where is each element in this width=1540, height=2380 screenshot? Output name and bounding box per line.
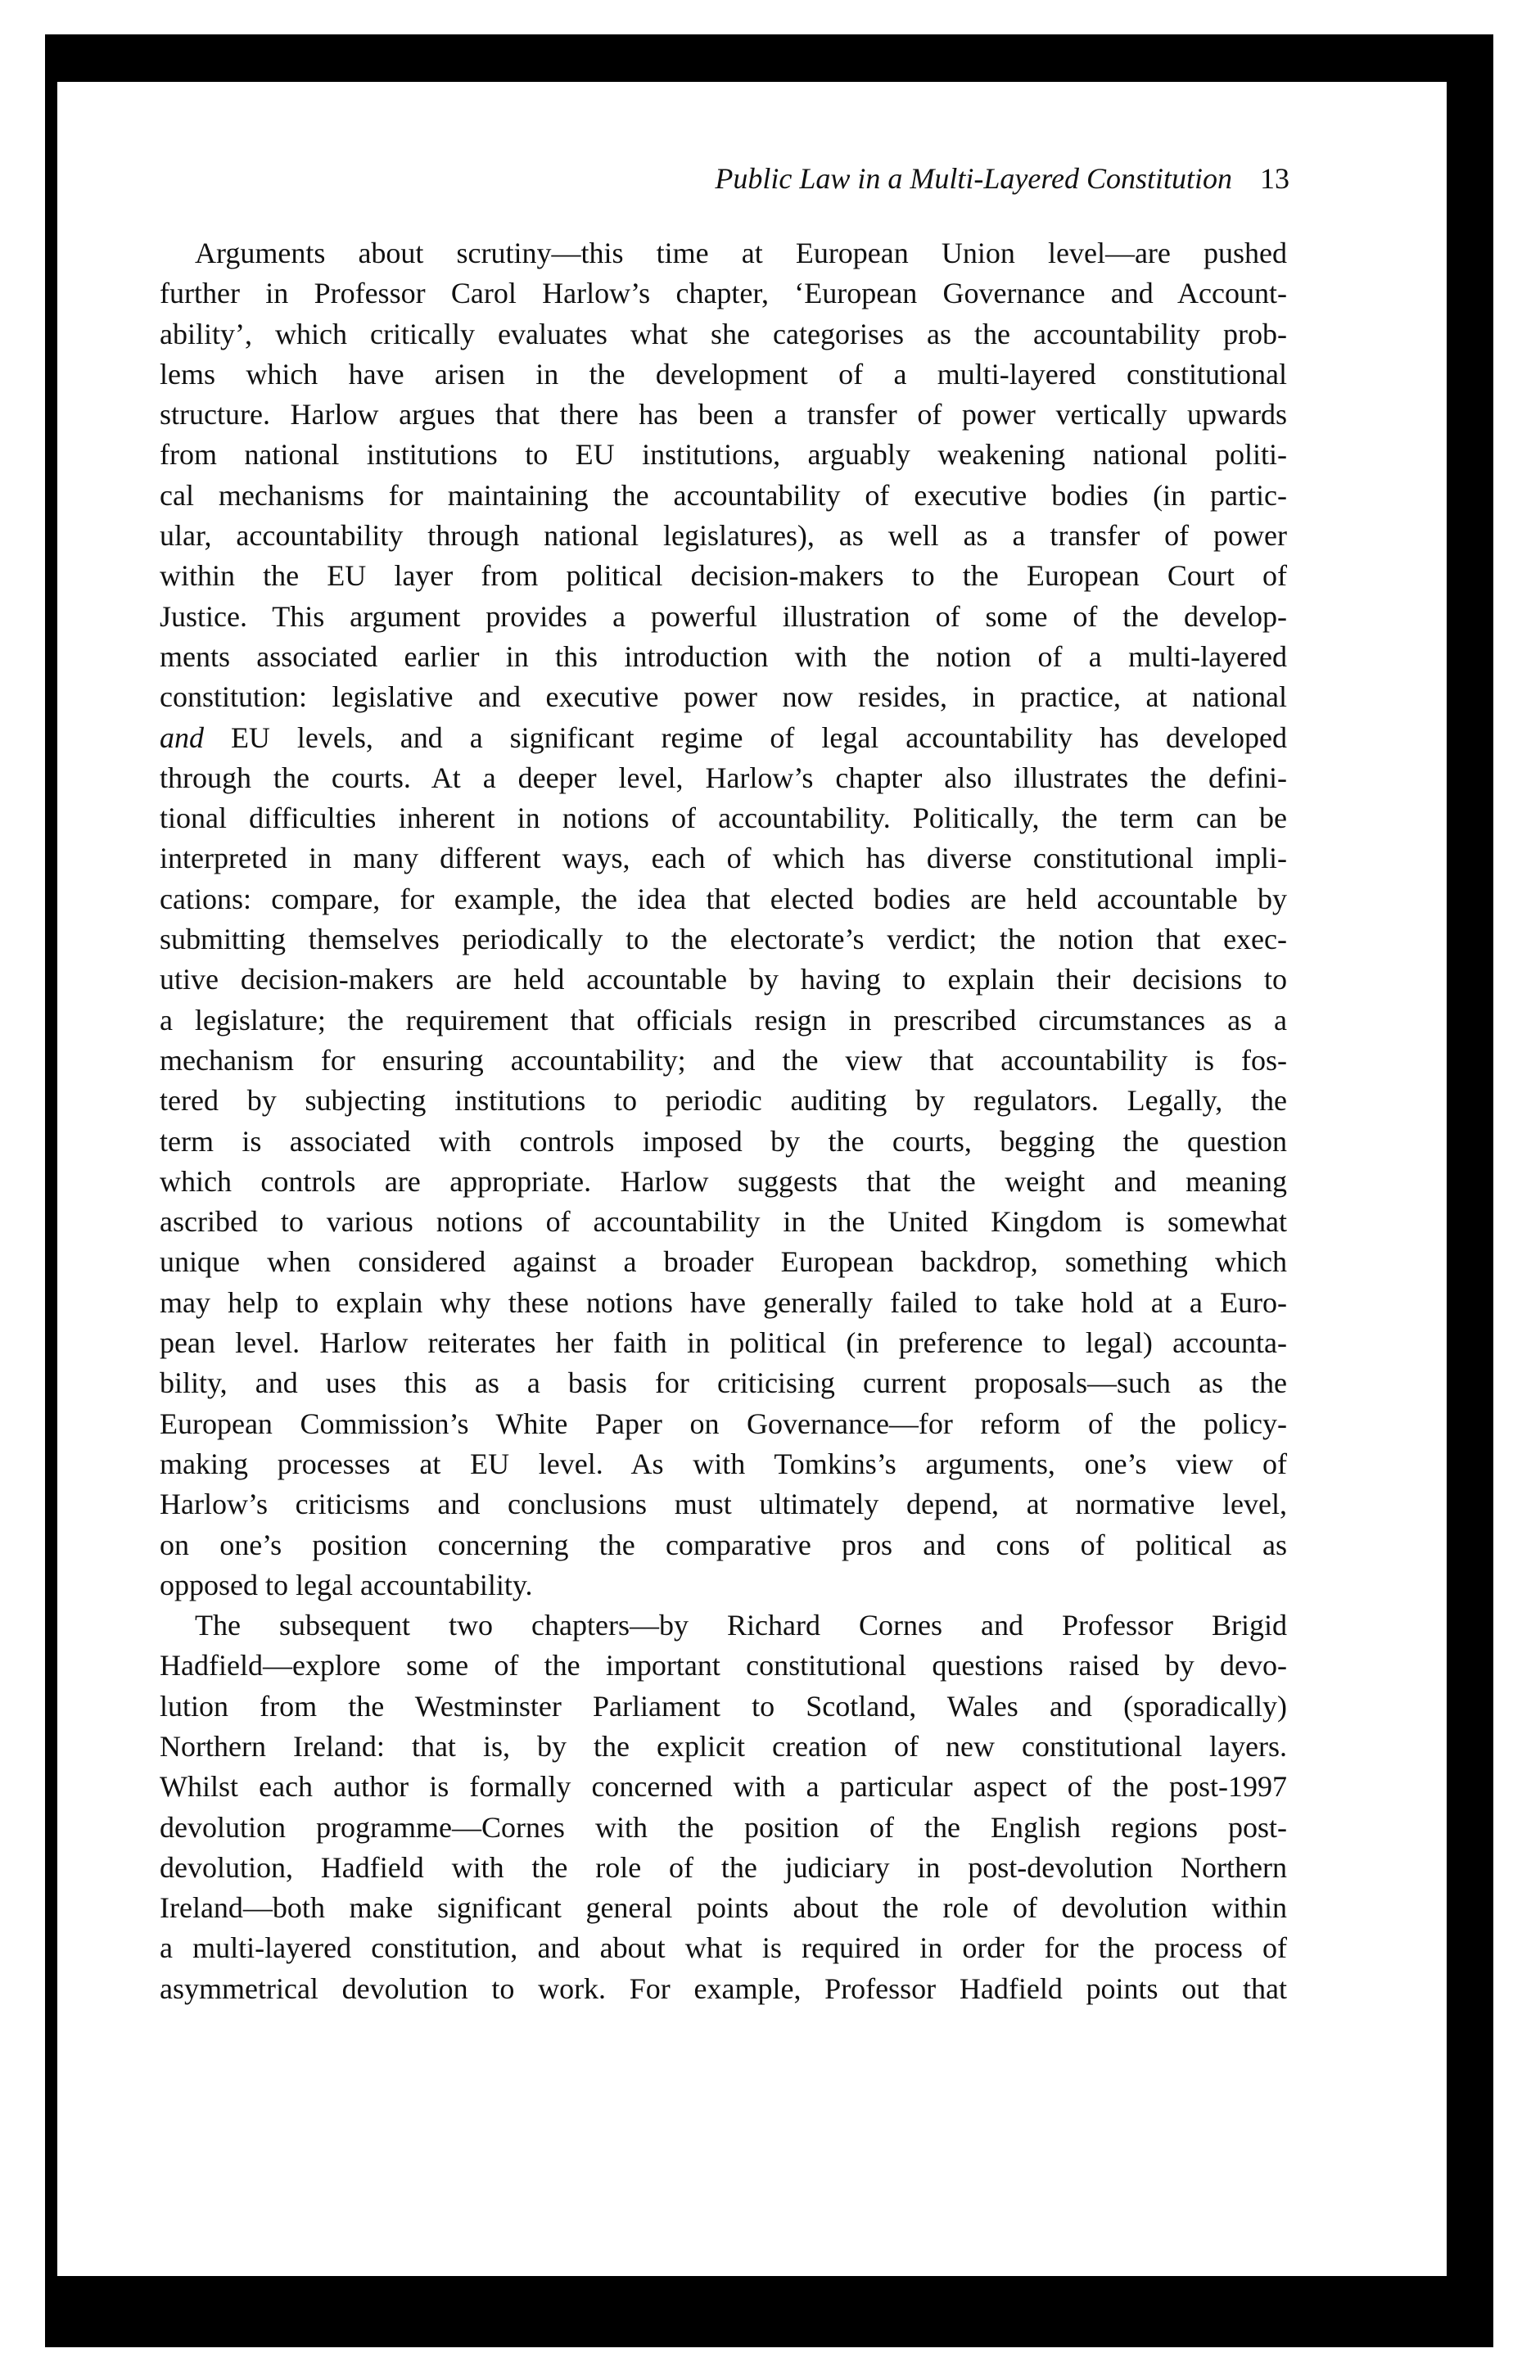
text-line: cations: compare, for example, the idea that elected bodies are held accountable by <box>160 882 1287 915</box>
text-line: bility, and uses this as a basis for criticising current proposals—such as the <box>160 1366 1287 1400</box>
text-line: making processes at EU level. As with Tomkins’s arguments, one’s view of <box>160 1447 1287 1480</box>
paragraph-2 <box>160 1605 1287 2009</box>
text-line: Hadfield—explore some of the important constitutional questions raised by devo- <box>160 1649 1287 1682</box>
text-line: ability’, which critically evaluates what she categorises as the accountability prob- <box>160 317 1287 350</box>
running-head <box>156 158 1289 199</box>
body-text <box>160 233 1287 2009</box>
text-line: opposed to legal accountability. <box>160 1568 533 1601</box>
text-line: mechanism for ensuring accountability; and the view that accountability is fos- <box>160 1043 1287 1077</box>
text-line: utive decision-makers are held accountable by having to explain their decisions to <box>160 963 1287 996</box>
text-line: European Commission’s White Paper on Governance—for reform of the policy- <box>160 1407 1287 1440</box>
text-line: within the EU layer from political decision-makers to the European Court of <box>160 559 1287 593</box>
text-line: a multi-layered constitution, and about what is required in order for the process of <box>160 1931 1287 1965</box>
text-line: lems which have arisen in the development of a multi-layered constitutional <box>160 357 1287 391</box>
text-line: ments associated earlier in this introduction with the notion of a multi-layered <box>160 639 1287 673</box>
text-line: devolution programme—Cornes with the position of the English regions post- <box>160 1810 1287 1844</box>
text-line: Harlow’s criticisms and conclusions must ultimately depend, at normative level, <box>160 1488 1287 1521</box>
text-line: ascribed to various notions of accountability in the United Kingdom is somewhat <box>160 1205 1287 1239</box>
text-line: structure. Harlow argues that there has been a transfer of power vertically upwards <box>160 398 1287 431</box>
text-line: a legislature; the requirement that officials resign in prescribed circumstances as a <box>160 1003 1287 1036</box>
text-line-with-italic <box>160 718 1287 758</box>
text-line: submitting themselves periodically to the electorate’s verdict; the notion that exec- <box>160 923 1287 956</box>
text-line: devolution, Hadfield with the role of the judiciary in post-devolution Northern <box>160 1850 1287 1884</box>
text-line: cal mechanisms for maintaining the accountability of executive bodies (in partic- <box>160 478 1287 512</box>
text-line: may help to explain why these notions have generally failed to take hold at a Euro- <box>160 1285 1287 1319</box>
text-line: lution from the Westminster Parliament to Scotland, Wales and (sporadically) <box>160 1689 1287 1723</box>
paragraph-1 <box>160 233 1287 1605</box>
text-line: tional difficulties inherent in notions of accountability. Politically, the term can be <box>160 802 1287 835</box>
text-line: further in Professor Carol Harlow’s chapter, ‘European Governance and Account- <box>160 277 1287 310</box>
text-line: Justice. This argument provides a powerful illustration of some of the develop- <box>160 599 1287 633</box>
text-line: tered by subjecting institutions to periodic auditing by regulators. Legally, the <box>160 1084 1287 1118</box>
running-head-title: Public Law in a Multi-Layered Constitution <box>715 162 1232 195</box>
text-fragment: EU levels, and a significant regime of legal accountability has developed <box>204 720 1287 754</box>
text-line: Northern Ireland: that is, by the explicit creation of new constitutional layers. <box>160 1729 1287 1763</box>
italic-emphasis: and <box>160 720 204 754</box>
text-line: constitution: legislative and executive power now resides, in practice, at national <box>160 680 1287 714</box>
text-line: on one’s position concerning the comparative pros and cons of political as <box>160 1528 1287 1561</box>
text-line: Arguments about scrutiny—this time at European Union level—are pushed <box>195 237 1287 269</box>
text-line: interpreted in many different ways, each of which has diverse constitutional impli- <box>160 842 1287 875</box>
text-line: Whilst each author is formally concerned with a particular aspect of the post-1997 <box>160 1770 1287 1804</box>
text-line: from national institutions to EU institutions, arguably weakening national politi- <box>160 438 1287 472</box>
text-line: which controls are appropriate. Harlow suggests that the weight and meaning <box>160 1164 1287 1198</box>
text-line: unique when considered against a broader European backdrop, something which <box>160 1245 1287 1279</box>
text-line: asymmetrical devolution to work. For example, Professor Hadfield points out that <box>160 1971 1287 2005</box>
page-number: 13 <box>1260 162 1289 195</box>
text-line: term is associated with controls imposed by the courts, begging the question <box>160 1124 1287 1158</box>
text-line: Ireland—both make significant general points about the role of devolution within <box>160 1891 1287 1925</box>
text-line: The subsequent two chapters—by Richard Cornes and Professor Brigid <box>195 1609 1287 1642</box>
text-line: pean level. Harlow reiterates her faith in political (in preference to legal) accounta- <box>160 1326 1287 1360</box>
text-line: ular, accountability through national legislatures), as well as a transfer of power <box>160 519 1287 553</box>
text-line: through the courts. At a deeper level, Harlow’s chapter also illustrates the defini- <box>160 761 1287 794</box>
